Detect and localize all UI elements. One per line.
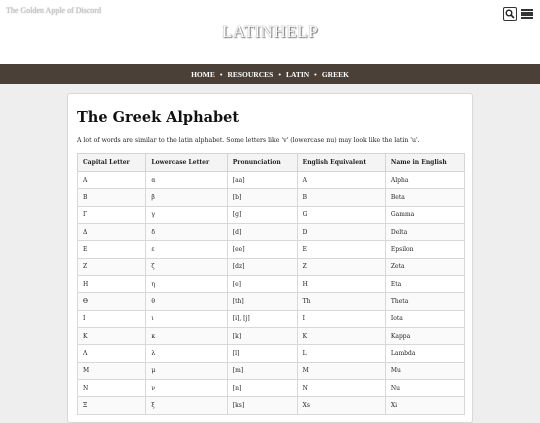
- lowercase-letter-cell: α: [146, 172, 227, 189]
- capital-letter-cell: Γ: [78, 206, 146, 223]
- lowercase-letter-cell: η: [146, 276, 227, 293]
- lowercase-letter-cell: ι: [146, 310, 227, 327]
- english-equivalent-cell: H: [297, 276, 385, 293]
- pronunciation-cell: [k]: [227, 328, 297, 345]
- nav-item-resources[interactable]: RESOURCES: [227, 69, 274, 79]
- name-cell: Theta: [385, 293, 464, 310]
- english-equivalent-cell: D: [297, 224, 385, 241]
- column-header: Lowercase Letter: [146, 154, 227, 172]
- table-row: [78, 310, 465, 327]
- english-equivalent-cell: A: [297, 172, 385, 189]
- name-cell: Iota: [385, 310, 464, 327]
- name-cell: Nu: [385, 380, 464, 397]
- lowercase-letter-cell: ν: [146, 380, 227, 397]
- nav-item-greek[interactable]: GREEK: [321, 69, 349, 79]
- pronunciation-cell: [th]: [227, 293, 297, 310]
- capital-letter-cell: Α: [78, 172, 146, 189]
- table-row: [78, 258, 465, 275]
- greek-alphabet-table: [77, 153, 465, 415]
- capital-letter-cell: Ξ: [78, 397, 146, 414]
- english-equivalent-cell: I: [297, 310, 385, 327]
- pronunciation-cell: [dz]: [227, 258, 297, 275]
- english-equivalent-cell: G: [297, 206, 385, 223]
- lowercase-letter-cell: θ: [146, 293, 227, 310]
- capital-letter-cell: Ι: [78, 310, 146, 327]
- english-equivalent-cell: N: [297, 380, 385, 397]
- capital-letter-cell: Ν: [78, 380, 146, 397]
- capital-letter-cell: Δ: [78, 224, 146, 241]
- content-card: [67, 93, 473, 423]
- capital-letter-cell: Ε: [78, 241, 146, 258]
- column-header: Capital Letter: [78, 154, 146, 172]
- name-cell: Alpha: [385, 172, 464, 189]
- english-equivalent-cell: K: [297, 328, 385, 345]
- capital-letter-cell: Μ: [78, 362, 146, 379]
- name-cell: Eta: [385, 276, 464, 293]
- pronunciation-cell: [i], [j]: [227, 310, 297, 327]
- hamburger-menu-icon[interactable]: [520, 7, 534, 21]
- page-title: The Greek Alphabet: [77, 109, 240, 126]
- capital-letter-cell: Λ: [78, 345, 146, 362]
- table-row: [78, 189, 465, 206]
- intro-text: A lot of words are similar to the latin alphabet. Some letters like 'v' (lowercase nu) may look like the latin 'u'.: [77, 137, 420, 144]
- table-row: [78, 224, 465, 241]
- site-logo[interactable]: LATINHELP: [221, 22, 319, 41]
- pronunciation-cell: [ks]: [227, 397, 297, 414]
- capital-letter-cell: Θ: [78, 293, 146, 310]
- capital-letter-cell: Ζ: [78, 258, 146, 275]
- column-header: Name in English: [385, 154, 464, 172]
- table-row: [78, 241, 465, 258]
- english-equivalent-cell: Z: [297, 258, 385, 275]
- table-header-row: [78, 154, 465, 172]
- header-actions: [503, 7, 534, 21]
- pronunciation-cell: [aa]: [227, 172, 297, 189]
- name-cell: Epsilon: [385, 241, 464, 258]
- lowercase-letter-cell: ε: [146, 241, 227, 258]
- lowercase-letter-cell: γ: [146, 206, 227, 223]
- nav-separator: •: [278, 69, 281, 79]
- lowercase-letter-cell: δ: [146, 224, 227, 241]
- table-row: [78, 328, 465, 345]
- lowercase-letter-cell: β: [146, 189, 227, 206]
- table-row: [78, 276, 465, 293]
- table-row: [78, 397, 465, 414]
- lowercase-letter-cell: ζ: [146, 258, 227, 275]
- name-cell: Zeta: [385, 258, 464, 275]
- name-cell: Gamma: [385, 206, 464, 223]
- pronunciation-cell: [l]: [227, 345, 297, 362]
- pronunciation-cell: [n]: [227, 380, 297, 397]
- table-row: [78, 293, 465, 310]
- english-equivalent-cell: B: [297, 189, 385, 206]
- lowercase-letter-cell: κ: [146, 328, 227, 345]
- main-nav: [0, 64, 540, 84]
- table-body: [78, 172, 465, 415]
- nav-separator: •: [219, 69, 223, 79]
- name-cell: Kappa: [385, 328, 464, 345]
- name-cell: Xi: [385, 397, 464, 414]
- name-cell: Lambda: [385, 345, 464, 362]
- site-tagline[interactable]: The Golden Apple of Discord: [6, 6, 102, 15]
- pronunciation-cell: [d]: [227, 224, 297, 241]
- column-header: English Equivalent: [297, 154, 385, 172]
- nav-item-home[interactable]: HOME: [191, 69, 215, 79]
- table-row: [78, 380, 465, 397]
- english-equivalent-cell: M: [297, 362, 385, 379]
- lowercase-letter-cell: μ: [146, 362, 227, 379]
- english-equivalent-cell: E: [297, 241, 385, 258]
- table-row: [78, 362, 465, 379]
- name-cell: Beta: [385, 189, 464, 206]
- nav-separator: •: [314, 69, 317, 79]
- search-button[interactable]: [503, 7, 517, 21]
- english-equivalent-cell: Th: [297, 293, 385, 310]
- pronunciation-cell: [ee]: [227, 241, 297, 258]
- pronunciation-cell: [m]: [227, 362, 297, 379]
- table-row: [78, 345, 465, 362]
- table-row: [78, 172, 465, 189]
- capital-letter-cell: Κ: [78, 328, 146, 345]
- pronunciation-cell: [g]: [227, 206, 297, 223]
- english-equivalent-cell: L: [297, 345, 385, 362]
- name-cell: Delta: [385, 224, 464, 241]
- capital-letter-cell: Β: [78, 189, 146, 206]
- pronunciation-cell: [b]: [227, 189, 297, 206]
- pronunciation-cell: [e]: [227, 276, 297, 293]
- nav-item-latin[interactable]: LATIN: [285, 69, 310, 79]
- lowercase-letter-cell: λ: [146, 345, 227, 362]
- lowercase-letter-cell: ξ: [146, 397, 227, 414]
- english-equivalent-cell: Xs: [297, 397, 385, 414]
- top-header: [0, 0, 540, 64]
- table-row: [78, 206, 465, 223]
- name-cell: Mu: [385, 362, 464, 379]
- column-header: Pronunciation: [227, 154, 297, 172]
- search-icon: [505, 9, 515, 19]
- capital-letter-cell: Η: [78, 276, 146, 293]
